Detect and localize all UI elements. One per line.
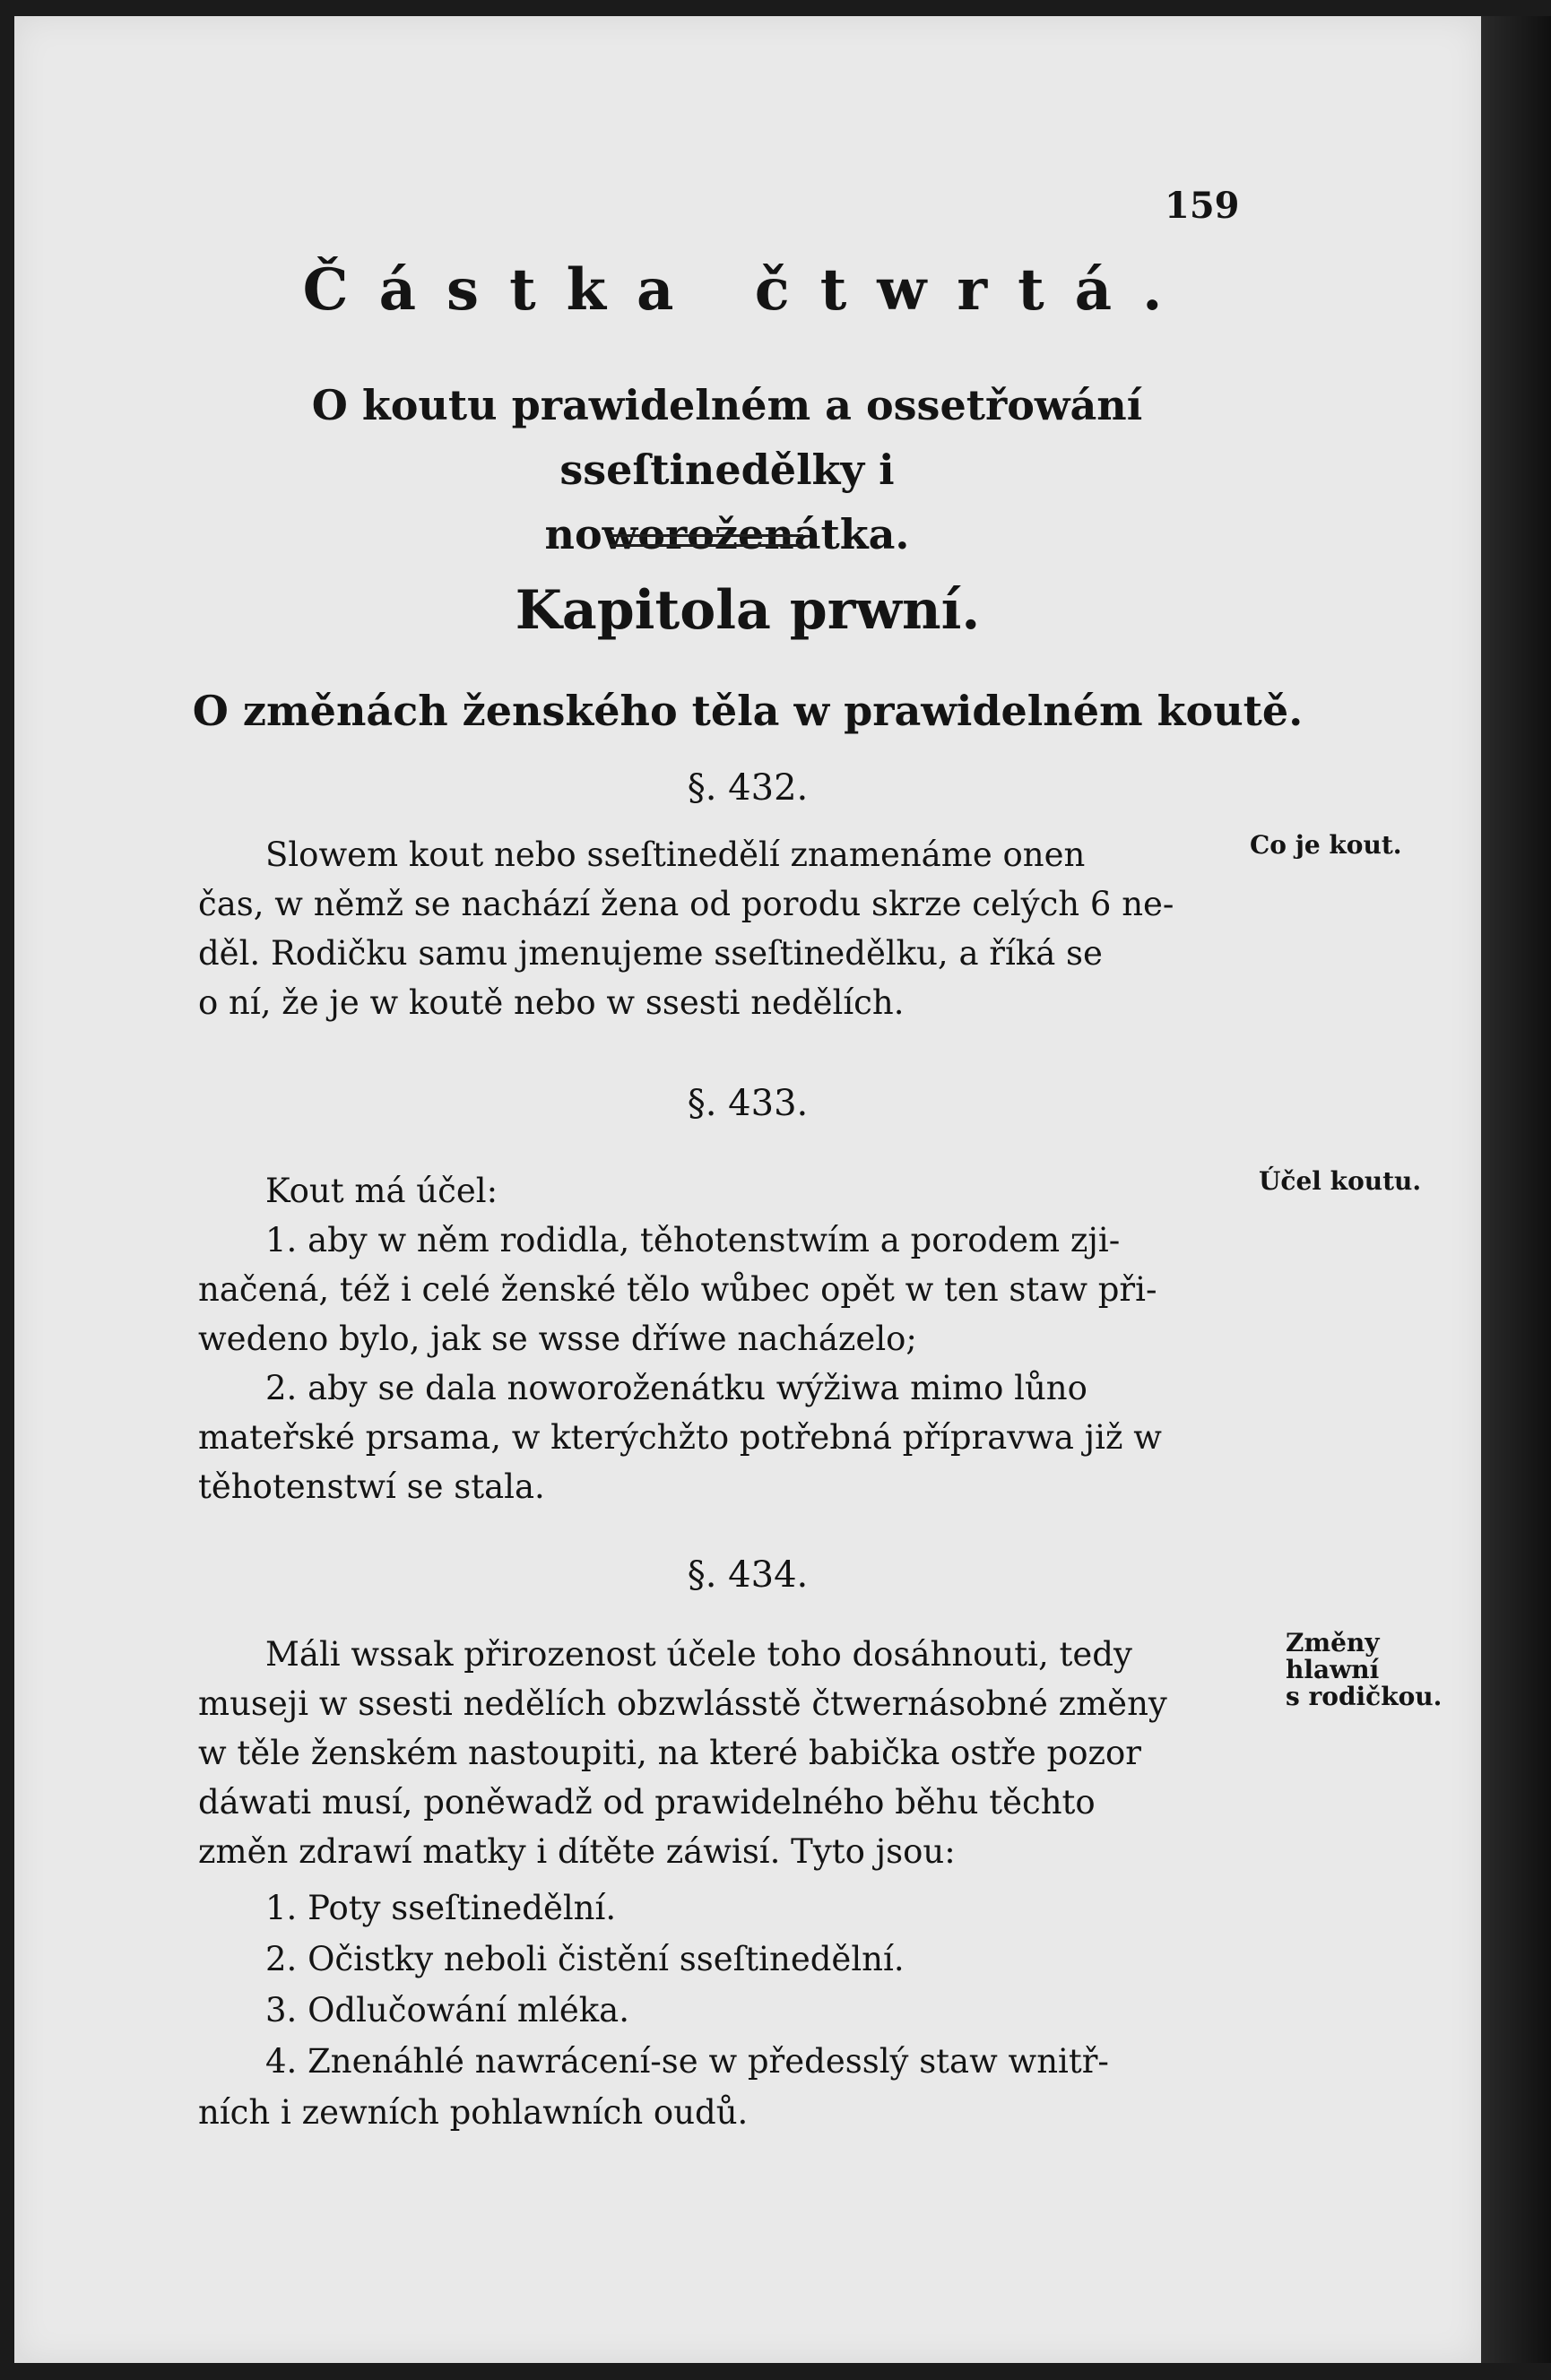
text-line: w těle ženském nastoupiti, na které babička ostře pozor: [198, 1734, 1141, 1772]
part-subtitle-line: noworoženátka.: [544, 510, 910, 558]
double-rule-divider: [610, 534, 803, 547]
text-line: Slowem kout nebo sseſtinedělí znamenáme onen: [265, 835, 1086, 874]
margin-note-line: s rodičkou.: [1286, 1682, 1443, 1711]
text-line: Máli wssak přirozenost účele toho dosáhnouti, tedy: [265, 1635, 1132, 1674]
margin-note-434: [1286, 1630, 1442, 1710]
margin-note-432: Co je kout.: [1250, 830, 1402, 860]
text-line: 2. aby se dala noworoženátku wýžiwa mimo lůno: [265, 1369, 1087, 1407]
list-item: 2. Očistky neboli čistění sseſtinedělní.: [265, 1940, 905, 1978]
section-heading-432: §. 432.: [687, 767, 809, 809]
section-432-paragraph: [198, 830, 1279, 1027]
chapter-title: Kapitola prwní.: [515, 579, 981, 642]
text-line: museji w ssesti nedělích obzwlásstě čtwernásobné změny: [198, 1684, 1167, 1723]
text-line: 1. aby w něm rodidla, těhotenstwím a porodem zji-: [265, 1221, 1121, 1259]
page-number: 159: [1165, 185, 1240, 227]
text-line: o ní, že je w koutě nebo w ssesti nedělích.: [198, 983, 905, 1022]
chapter-subtitle: O změnách ženského těla w prawidelném koutě.: [192, 687, 1304, 735]
part-subtitle-line: O koutu prawidelném a ossetřowání sseſtinedělky i: [311, 381, 1143, 494]
text-line: mateřské prsama, w kterýchžto potřebná přípravwa již w: [198, 1418, 1162, 1457]
book-page: [14, 16, 1481, 2363]
part-title: Částka čtwrtá.: [302, 256, 1193, 324]
text-line: změn zdrawí matky i dítěte záwisí. Tyto jsou:: [198, 1832, 956, 1871]
text-line: čas, w němž se nachází žena od porodu skrze celých 6 ne-: [198, 885, 1174, 923]
text-line: děl. Rodičku samu jmenujeme sseſtinedělku, a říká se: [198, 934, 1103, 973]
list-item: 4. Znenáhlé nawrácení-se w předesslý staw wnitř-: [265, 2042, 1109, 2081]
margin-note-line: Změny: [1286, 1628, 1380, 1657]
text-line: dáwati musí, poněwadž od prawidelného běhu těchto: [198, 1783, 1096, 1822]
text-line: wedeno bylo, jak se wsse dříwe nacházelo;: [198, 1320, 917, 1358]
list-item: 1. Poty sseſtinedělní.: [265, 1889, 617, 1927]
section-434-paragraph: [198, 1630, 1279, 1876]
section-heading-433: §. 433.: [687, 1083, 809, 1124]
change-list: [198, 1882, 1279, 2138]
text-line: Kout má účel:: [265, 1172, 498, 1210]
section-heading-434: §. 434.: [687, 1554, 809, 1596]
text-line: těhotenstwí se stala.: [198, 1467, 545, 1506]
margin-note-line: hlawní: [1286, 1655, 1380, 1684]
text-line: načená, též i celé ženské tělo wůbec opět w ten staw při-: [198, 1270, 1157, 1309]
list-item-continuation: ních i zewních pohlawních oudů.: [198, 2093, 749, 2132]
page-edge-shadow: [1481, 16, 1551, 2363]
section-433-paragraph: [198, 1166, 1279, 1511]
list-item: 3. Odlučowání mléka.: [265, 1991, 629, 2029]
margin-note-433: Účel koutu.: [1259, 1166, 1422, 1196]
